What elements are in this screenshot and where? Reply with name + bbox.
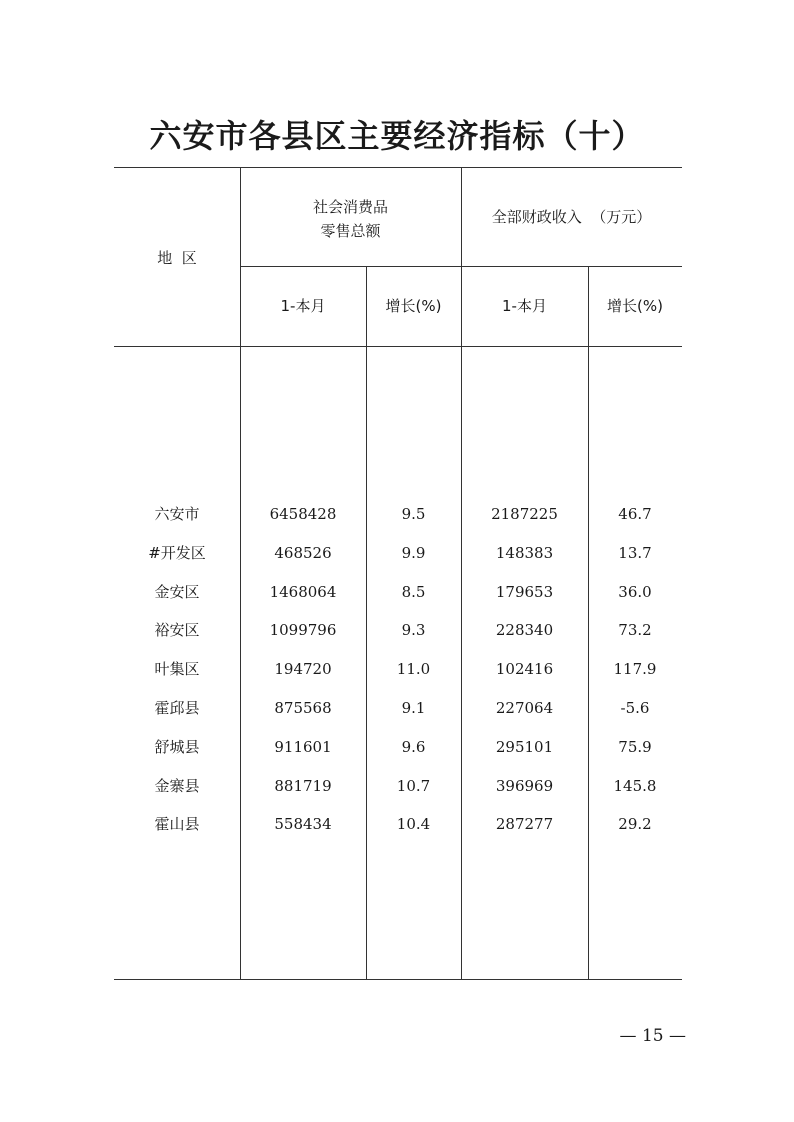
row-retail: 558434 xyxy=(274,815,332,834)
row-retail: 881719 xyxy=(274,776,332,795)
row-region: 金安区 xyxy=(154,582,200,601)
header-retail-cumulative: 1-本月 xyxy=(280,297,326,315)
table-row xyxy=(114,504,682,543)
row-retail: 911601 xyxy=(274,737,332,756)
row-retail-growth: 9.3 xyxy=(401,621,426,640)
row-retail: 194720 xyxy=(274,660,332,679)
header-retail-growth: 增长(%) xyxy=(385,297,442,315)
row-region: 裕安区 xyxy=(154,621,200,640)
page-title: 六安市各县区主要经济指标（十） xyxy=(149,117,645,155)
header-bottom-border xyxy=(114,346,682,347)
row-region: 霍山县 xyxy=(154,815,200,834)
row-retail-growth: 10.7 xyxy=(396,776,431,795)
table-row xyxy=(114,814,682,853)
row-fiscal-growth: 36.0 xyxy=(618,582,652,601)
header-fiscal-growth: 增长(%) xyxy=(607,297,663,315)
row-region: 霍邱县 xyxy=(154,698,200,717)
row-fiscal: 295101 xyxy=(495,737,554,756)
header-region: 地 区 xyxy=(157,249,197,267)
row-region: 六安市 xyxy=(154,505,200,523)
row-fiscal-growth: 117.9 xyxy=(613,660,657,679)
table-row xyxy=(114,582,682,621)
row-retail-growth: 9.1 xyxy=(401,698,426,717)
row-retail: 875568 xyxy=(274,698,332,717)
row-retail: 1468064 xyxy=(269,582,337,601)
page-number: — 15 — xyxy=(619,1026,686,1046)
row-fiscal: 148383 xyxy=(495,543,554,562)
row-fiscal: 102416 xyxy=(495,660,554,679)
row-retail-growth: 10.4 xyxy=(396,815,431,834)
row-fiscal: 227064 xyxy=(495,698,554,717)
table-body xyxy=(114,504,682,853)
header-retail-line2: 零售总额 xyxy=(320,222,381,240)
table-row xyxy=(114,698,682,737)
row-region: #开发区 xyxy=(148,543,206,562)
row-region: 叶集区 xyxy=(154,660,200,679)
header-fiscal-cumulative: 1-本月 xyxy=(502,297,547,315)
row-retail-growth: 9.6 xyxy=(401,737,426,756)
table-row xyxy=(114,620,682,659)
row-retail: 1099796 xyxy=(269,621,337,640)
row-fiscal-growth: 29.2 xyxy=(618,815,652,834)
row-retail-growth: 9.5 xyxy=(401,505,426,523)
table-top-border xyxy=(114,167,682,168)
row-retail: 6458428 xyxy=(269,505,337,523)
row-fiscal-growth: 145.8 xyxy=(613,776,657,795)
row-fiscal-growth: -5.6 xyxy=(620,698,650,717)
table-row xyxy=(114,776,682,815)
row-fiscal: 179653 xyxy=(495,582,554,601)
row-region: 舒城县 xyxy=(154,737,200,756)
table-row xyxy=(114,543,682,582)
row-fiscal: 287277 xyxy=(495,815,554,834)
header-fiscal: 全部财政收入 （万元） xyxy=(491,208,652,226)
row-fiscal-growth: 75.9 xyxy=(618,737,652,756)
row-fiscal: 396969 xyxy=(495,776,554,795)
table-row xyxy=(114,659,682,698)
row-retail: 468526 xyxy=(274,543,332,562)
header-retail-line1: 社会消费品 xyxy=(312,198,388,216)
row-fiscal-growth: 46.7 xyxy=(618,505,652,523)
row-fiscal-growth: 13.7 xyxy=(618,543,652,562)
row-retail-growth: 8.5 xyxy=(401,582,426,601)
row-fiscal: 2187225 xyxy=(491,505,558,523)
row-fiscal-growth: 73.2 xyxy=(618,621,652,640)
row-retail-growth: 11.0 xyxy=(396,660,431,679)
table-bottom-border xyxy=(114,979,682,980)
row-fiscal: 228340 xyxy=(495,621,554,640)
table-row xyxy=(114,737,682,776)
row-retail-growth: 9.9 xyxy=(401,543,426,562)
row-region: 金寨县 xyxy=(154,776,200,795)
